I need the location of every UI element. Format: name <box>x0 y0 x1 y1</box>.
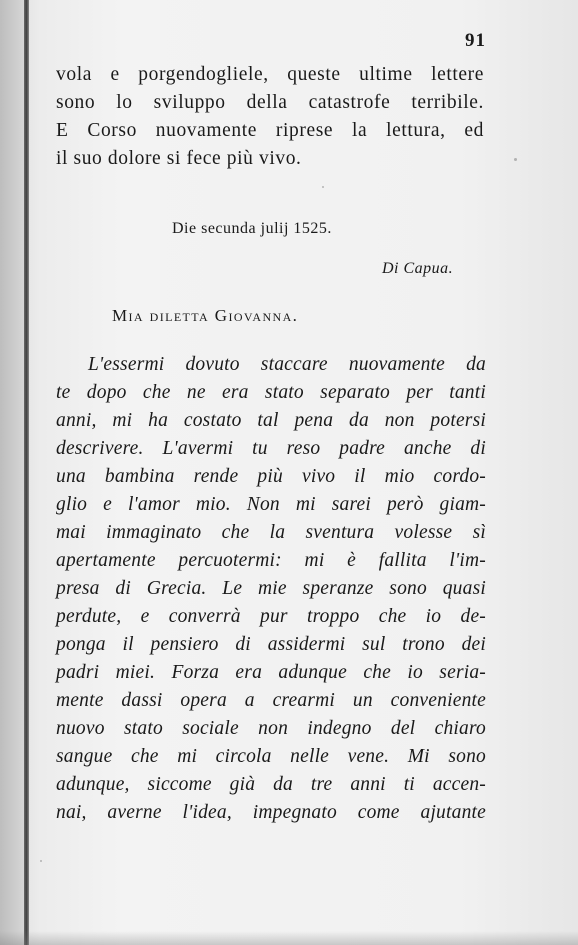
letter-line: anni, mi ha costato tal pena da non potersi <box>56 410 486 431</box>
letter-dateline: Die secunda julij 1525. <box>172 220 332 237</box>
paper-speck <box>40 860 42 862</box>
letter-line: sangue che mi circola nelle vene. Mi sono <box>56 746 486 767</box>
letter-line: L'essermi dovuto staccare nuovamente da <box>88 354 486 375</box>
page-number: 91 <box>465 30 486 51</box>
page-gutter <box>0 0 24 945</box>
book-spine <box>24 0 29 945</box>
letter-line: padri miei. Forza era adunque che io seria- <box>56 662 486 683</box>
narrative-line: sono lo sviluppo della catastrofe terribile. <box>56 92 484 113</box>
letter-place: Di Capua. <box>382 260 454 277</box>
letter-line: ponga il pensiero di assidermi sul trono dei <box>56 634 486 655</box>
narrative-line: vola e porgendogliele, queste ultime lettere <box>56 64 484 85</box>
letter-line: apertamente percuotermi: mi è fallita l'im- <box>56 550 486 571</box>
paper-speck <box>514 158 517 161</box>
letter-salutation: Mia diletta Giovanna. <box>112 306 299 325</box>
narrative-line: il suo dolore si fece più vivo. <box>56 148 302 169</box>
letter-line: una bambina rende più vivo il mio cordo- <box>56 466 486 487</box>
letter-line: nai, averne l'idea, impegnato come ajutante <box>56 802 486 823</box>
letter-line: perdute, e converrà pur troppo che io de- <box>56 606 486 627</box>
narrative-line: E Corso nuovamente riprese la lettura, ed <box>56 120 484 141</box>
letter-line: mente dassi opera a crearmi un conveniente <box>56 690 486 711</box>
letter-line: adunque, siccome già da tre anni ti accen- <box>56 774 486 795</box>
letter-line: presa di Grecia. Le mie speranze sono quasi <box>56 578 486 599</box>
page-bottom-edge <box>0 931 578 945</box>
letter-line: glio e l'amor mio. Non mi sarei però giam- <box>56 494 486 515</box>
letter-line: descrivere. L'avermi tu reso padre anche di <box>56 438 486 459</box>
letter-line: mai immaginato che la sventura volesse sì <box>56 522 486 543</box>
letter-line: nuovo stato sociale non indegno del chiaro <box>56 718 486 739</box>
paper-speck <box>322 186 324 188</box>
letter-line: te dopo che ne era stato separato per tanti <box>56 382 486 403</box>
